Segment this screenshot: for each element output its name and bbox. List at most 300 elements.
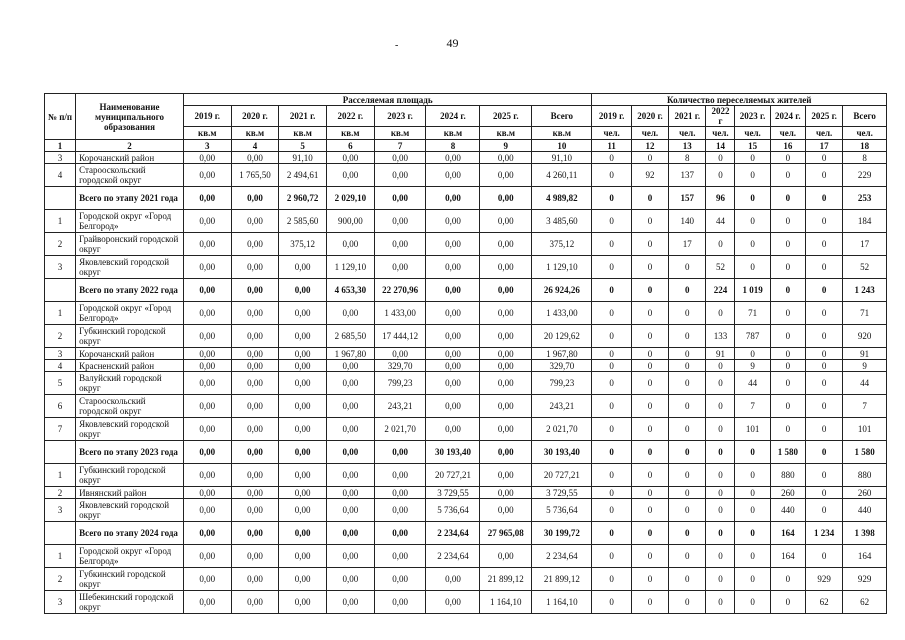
people-value: 0 (669, 487, 706, 499)
people-value: 101 (735, 418, 770, 441)
header-area-year: 2020 г. (231, 106, 279, 127)
municipality-name: Городской округ «Город Белгород» (76, 210, 184, 233)
area-value: 900,00 (326, 210, 374, 233)
area-value: 0,00 (326, 545, 374, 568)
header-area-year: 2025 г. (480, 106, 532, 127)
area-value: 0,00 (426, 256, 480, 279)
area-value: 0,00 (231, 187, 279, 210)
people-value: 0 (631, 372, 668, 395)
stage-total-row (45, 187, 887, 210)
area-value: 0,00 (231, 591, 279, 614)
area-value: 0,00 (426, 210, 480, 233)
table-row (45, 464, 887, 487)
area-value: 375,12 (532, 233, 592, 256)
people-value: 0 (631, 302, 668, 325)
row-number: 2 (45, 233, 76, 256)
stage-total-row (45, 522, 887, 545)
area-value: 2 021,70 (532, 418, 592, 441)
area-value: 30 199,72 (532, 522, 592, 545)
people-value: 0 (631, 348, 668, 360)
area-value: 0,00 (374, 210, 426, 233)
row-number: 6 (45, 395, 76, 418)
area-value: 0,00 (426, 418, 480, 441)
area-value: 0,00 (426, 348, 480, 360)
people-value: 0 (706, 152, 735, 164)
column-number: 8 (426, 140, 480, 152)
people-value: 0 (770, 395, 805, 418)
people-value: 0 (631, 210, 668, 233)
area-value: 2 494,61 (279, 164, 327, 187)
area-value: 0,00 (183, 360, 231, 372)
table-row (45, 545, 887, 568)
people-value: 0 (631, 418, 668, 441)
area-value: 0,00 (231, 302, 279, 325)
people-value: 0 (706, 545, 735, 568)
people-value: 0 (735, 152, 770, 164)
area-value: 30 193,40 (532, 441, 592, 464)
people-value: 44 (735, 372, 770, 395)
area-value: 0,00 (231, 360, 279, 372)
people-value: 0 (669, 372, 706, 395)
people-value: 0 (706, 164, 735, 187)
area-value: 0,00 (480, 464, 532, 487)
header-num: № п/п (45, 94, 76, 140)
people-value: 71 (735, 302, 770, 325)
people-value: 0 (805, 395, 842, 418)
area-value: 0,00 (326, 487, 374, 499)
area-value: 2 585,60 (279, 210, 327, 233)
people-value: 0 (706, 522, 735, 545)
area-value: 3 729,55 (426, 487, 480, 499)
people-value: 0 (770, 418, 805, 441)
area-value: 0,00 (326, 591, 374, 614)
area-value: 375,12 (279, 233, 327, 256)
area-value: 0,00 (183, 187, 231, 210)
municipality-name: Старооскольский городской округ (76, 395, 184, 418)
row-number: 1 (45, 302, 76, 325)
area-value: 0,00 (374, 233, 426, 256)
unit-people: чел. (843, 127, 887, 140)
area-value: 2 960,72 (279, 187, 327, 210)
area-value: 0,00 (426, 372, 480, 395)
people-value: 133 (706, 325, 735, 348)
people-value: 0 (805, 233, 842, 256)
table-row (45, 487, 887, 499)
area-value: 0,00 (374, 545, 426, 568)
people-value: 0 (669, 302, 706, 325)
resettlement-table (44, 93, 887, 614)
header-area-group: Расселяемая площадь (183, 94, 592, 106)
area-value: 4 260,11 (532, 164, 592, 187)
municipality-name: Яковлевский городской округ (76, 418, 184, 441)
area-value: 0,00 (480, 372, 532, 395)
people-value: 17 (669, 233, 706, 256)
people-value: 1 019 (735, 279, 770, 302)
column-number: 5 (279, 140, 327, 152)
municipality-name: Ивнянский район (76, 487, 184, 499)
people-value: 0 (669, 568, 706, 591)
area-value: 0,00 (326, 360, 374, 372)
people-value: 1 243 (843, 279, 887, 302)
area-value: 5 736,64 (426, 499, 480, 522)
area-value: 0,00 (326, 568, 374, 591)
column-number: 9 (480, 140, 532, 152)
area-value: 0,00 (326, 499, 374, 522)
area-value: 30 193,40 (426, 441, 480, 464)
people-value: 101 (843, 418, 887, 441)
row-number: 3 (45, 256, 76, 279)
people-value: 91 (843, 348, 887, 360)
row-number: 3 (45, 348, 76, 360)
area-value: 243,21 (532, 395, 592, 418)
people-value: 0 (669, 499, 706, 522)
area-value: 0,00 (326, 233, 374, 256)
area-value: 0,00 (374, 256, 426, 279)
people-value: 0 (631, 360, 668, 372)
people-value: 0 (706, 418, 735, 441)
people-value: 440 (843, 499, 887, 522)
people-value: 1 580 (770, 441, 805, 464)
people-value: 0 (631, 522, 668, 545)
unit-area: кв.м (231, 127, 279, 140)
municipality-name: Всего по этапу 2023 года (76, 441, 184, 464)
area-value: 0,00 (279, 418, 327, 441)
stage-total-row (45, 441, 887, 464)
people-value: 0 (770, 210, 805, 233)
column-number: 11 (592, 140, 631, 152)
area-value: 91,10 (532, 152, 592, 164)
people-value: 0 (805, 256, 842, 279)
people-value: 0 (631, 325, 668, 348)
area-value: 0,00 (279, 487, 327, 499)
row-number: 2 (45, 487, 76, 499)
area-value: 0,00 (279, 348, 327, 360)
people-value: 229 (843, 164, 887, 187)
people-value: 0 (669, 464, 706, 487)
people-value: 0 (592, 325, 631, 348)
column-number: 16 (770, 140, 805, 152)
area-value: 0,00 (480, 279, 532, 302)
area-value: 0,00 (183, 487, 231, 499)
area-value: 0,00 (426, 164, 480, 187)
area-value: 0,00 (279, 568, 327, 591)
area-value: 1 765,50 (231, 164, 279, 187)
area-value: 0,00 (231, 545, 279, 568)
area-value: 0,00 (279, 545, 327, 568)
area-value: 0,00 (231, 568, 279, 591)
area-value: 0,00 (279, 441, 327, 464)
area-value: 0,00 (480, 545, 532, 568)
area-value: 0,00 (480, 418, 532, 441)
area-value: 1 129,10 (532, 256, 592, 279)
row-number: 1 (45, 545, 76, 568)
people-value: 0 (735, 464, 770, 487)
table-body (45, 152, 887, 614)
people-value: 0 (592, 152, 631, 164)
people-value: 0 (770, 279, 805, 302)
area-value: 0,00 (231, 325, 279, 348)
area-value: 0,00 (279, 499, 327, 522)
people-value: 0 (770, 568, 805, 591)
area-value: 3 485,60 (532, 210, 592, 233)
area-value: 20 727,21 (426, 464, 480, 487)
people-value: 0 (592, 279, 631, 302)
people-value: 0 (592, 568, 631, 591)
people-value: 0 (735, 522, 770, 545)
people-value: 1 398 (843, 522, 887, 545)
people-value: 0 (592, 441, 631, 464)
area-value: 0,00 (183, 279, 231, 302)
row-number: 2 (45, 568, 76, 591)
municipality-name: Городской округ «Город Белгород» (76, 545, 184, 568)
column-number: 3 (183, 140, 231, 152)
municipality-name: Старооскольский городской округ (76, 164, 184, 187)
area-value: 1 967,80 (532, 348, 592, 360)
area-value: 0,00 (426, 187, 480, 210)
table-row (45, 164, 887, 187)
people-value: 140 (669, 210, 706, 233)
people-value: 0 (592, 256, 631, 279)
people-value: 0 (631, 395, 668, 418)
area-value: 0,00 (231, 441, 279, 464)
people-value: 260 (843, 487, 887, 499)
people-value: 8 (843, 152, 887, 164)
people-value: 0 (592, 591, 631, 614)
area-value: 0,00 (326, 395, 374, 418)
area-value: 2 234,64 (426, 545, 480, 568)
people-value: 929 (843, 568, 887, 591)
area-value: 0,00 (183, 395, 231, 418)
area-value: 0,00 (183, 545, 231, 568)
people-value: 0 (592, 487, 631, 499)
table-row (45, 372, 887, 395)
municipality-name: Грайворонский городской округ (76, 233, 184, 256)
area-value: 0,00 (480, 187, 532, 210)
area-value: 0,00 (231, 464, 279, 487)
area-value: 0,00 (183, 522, 231, 545)
table-row (45, 210, 887, 233)
stage-total-row (45, 279, 887, 302)
people-value: 0 (735, 591, 770, 614)
header-area-year: 2023 г. (374, 106, 426, 127)
area-value: 20 727,21 (532, 464, 592, 487)
area-value: 22 270,96 (374, 279, 426, 302)
unit-area: кв.м (532, 127, 592, 140)
area-value: 0,00 (426, 279, 480, 302)
people-value: 0 (631, 441, 668, 464)
table-row (45, 302, 887, 325)
people-value: 0 (735, 233, 770, 256)
area-value: 0,00 (426, 325, 480, 348)
row-number (45, 279, 76, 302)
header-people-year: 2025 г. (805, 106, 842, 127)
unit-area: кв.м (480, 127, 532, 140)
header-people-year: 2021 г. (669, 106, 706, 127)
header-area-year: 2022 г. (326, 106, 374, 127)
area-value: 0,00 (183, 499, 231, 522)
area-value: 0,00 (231, 279, 279, 302)
row-number: 3 (45, 591, 76, 614)
people-value: 164 (770, 545, 805, 568)
people-value: 0 (770, 187, 805, 210)
area-value: 0,00 (374, 464, 426, 487)
area-value: 91,10 (279, 152, 327, 164)
area-value: 27 965,08 (480, 522, 532, 545)
municipality-name: Всего по этапу 2024 года (76, 522, 184, 545)
people-value: 1 234 (805, 522, 842, 545)
header-people-year: Всего (843, 106, 887, 127)
area-value: 0,00 (231, 395, 279, 418)
area-value: 1 967,80 (326, 348, 374, 360)
people-value: 0 (735, 568, 770, 591)
people-value: 9 (735, 360, 770, 372)
row-number: 3 (45, 499, 76, 522)
area-value: 243,21 (374, 395, 426, 418)
unit-people: чел. (805, 127, 842, 140)
area-value: 0,00 (326, 372, 374, 395)
people-value: 7 (735, 395, 770, 418)
area-value: 0,00 (480, 233, 532, 256)
area-value: 0,00 (326, 522, 374, 545)
page-number: 49 (446, 36, 459, 50)
people-value: 137 (669, 164, 706, 187)
table-row (45, 395, 887, 418)
people-value: 0 (735, 545, 770, 568)
area-value: 0,00 (279, 256, 327, 279)
area-value: 0,00 (326, 152, 374, 164)
people-value: 0 (735, 210, 770, 233)
area-value: 4 989,82 (532, 187, 592, 210)
area-value: 0,00 (326, 302, 374, 325)
row-number (45, 187, 76, 210)
area-value: 0,00 (480, 441, 532, 464)
header-people-year: 2019 г. (592, 106, 631, 127)
people-value: 0 (669, 522, 706, 545)
column-number: 6 (326, 140, 374, 152)
people-value: 52 (706, 256, 735, 279)
area-value: 0,00 (426, 233, 480, 256)
area-value: 0,00 (374, 568, 426, 591)
area-value: 0,00 (374, 164, 426, 187)
row-number: 4 (45, 360, 76, 372)
area-value: 329,70 (374, 360, 426, 372)
people-value: 0 (592, 302, 631, 325)
scan-dot: - (395, 40, 399, 51)
area-value: 21 899,12 (480, 568, 532, 591)
column-number: 4 (231, 140, 279, 152)
people-value: 0 (805, 152, 842, 164)
area-value: 329,70 (532, 360, 592, 372)
people-value: 0 (770, 360, 805, 372)
column-number: 2 (76, 140, 184, 152)
people-value: 0 (706, 233, 735, 256)
table-row (45, 233, 887, 256)
table-row (45, 152, 887, 164)
people-value: 0 (805, 487, 842, 499)
people-value: 62 (805, 591, 842, 614)
area-value: 0,00 (374, 522, 426, 545)
people-value: 0 (805, 210, 842, 233)
column-number: 14 (706, 140, 735, 152)
table-row (45, 325, 887, 348)
people-value: 0 (706, 441, 735, 464)
area-value: 0,00 (480, 152, 532, 164)
people-value: 0 (805, 360, 842, 372)
area-value: 0,00 (183, 348, 231, 360)
header-people-group: Количество переселяемых жителей (592, 94, 887, 106)
area-value: 0,00 (231, 418, 279, 441)
area-value: 0,00 (374, 591, 426, 614)
area-value: 2 234,64 (532, 545, 592, 568)
people-value: 0 (706, 395, 735, 418)
column-number: 7 (374, 140, 426, 152)
table-row (45, 568, 887, 591)
municipality-name: Валуйский городской округ (76, 372, 184, 395)
people-value: 17 (843, 233, 887, 256)
people-value: 0 (631, 499, 668, 522)
row-number: 7 (45, 418, 76, 441)
people-value: 0 (805, 348, 842, 360)
municipality-name: Красненский район (76, 360, 184, 372)
people-value: 0 (592, 164, 631, 187)
area-value: 0,00 (183, 325, 231, 348)
area-value: 2 029,10 (326, 187, 374, 210)
area-value: 0,00 (183, 233, 231, 256)
people-value: 0 (706, 372, 735, 395)
area-value: 0,00 (426, 302, 480, 325)
people-value: 0 (592, 545, 631, 568)
area-value: 0,00 (480, 256, 532, 279)
area-value: 1 164,10 (532, 591, 592, 614)
header-area-year: 2024 г. (426, 106, 480, 127)
area-value: 0,00 (183, 441, 231, 464)
people-value: 0 (706, 360, 735, 372)
people-value: 7 (843, 395, 887, 418)
people-value: 0 (631, 464, 668, 487)
people-value: 929 (805, 568, 842, 591)
people-value: 44 (706, 210, 735, 233)
area-value: 0,00 (326, 464, 374, 487)
area-value: 0,00 (374, 487, 426, 499)
people-value: 0 (805, 372, 842, 395)
area-value: 0,00 (279, 464, 327, 487)
area-value: 2 685,50 (326, 325, 374, 348)
area-value: 0,00 (480, 487, 532, 499)
people-value: 0 (631, 279, 668, 302)
people-value: 0 (706, 464, 735, 487)
area-value: 2 021,70 (374, 418, 426, 441)
area-value: 0,00 (374, 152, 426, 164)
area-value: 0,00 (374, 348, 426, 360)
people-value: 0 (805, 302, 842, 325)
unit-area: кв.м (426, 127, 480, 140)
area-value: 0,00 (426, 568, 480, 591)
area-value: 1 433,00 (532, 302, 592, 325)
row-number (45, 441, 76, 464)
row-number: 3 (45, 152, 76, 164)
municipality-name: Корочанский район (76, 152, 184, 164)
municipality-name: Шебекинский городской округ (76, 591, 184, 614)
people-value: 0 (805, 499, 842, 522)
people-value: 0 (805, 325, 842, 348)
area-value: 799,23 (532, 372, 592, 395)
people-value: 0 (706, 302, 735, 325)
unit-area: кв.м (279, 127, 327, 140)
people-value: 0 (669, 325, 706, 348)
people-value: 0 (770, 348, 805, 360)
people-value: 0 (592, 187, 631, 210)
municipality-name: Корочанский район (76, 348, 184, 360)
